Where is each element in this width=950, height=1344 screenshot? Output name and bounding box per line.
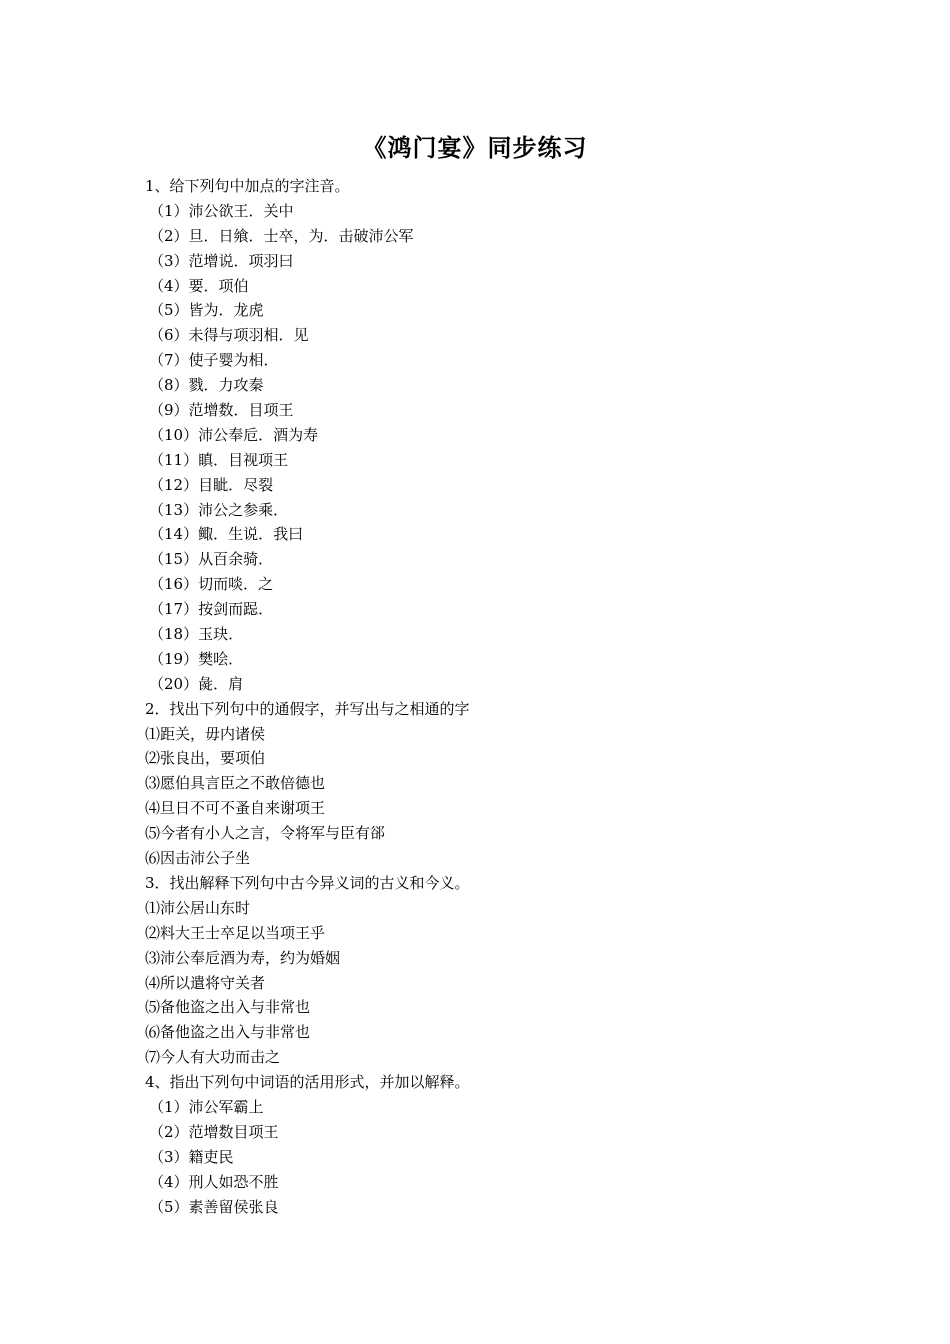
section-3-item: ⑷所以遣将守关者 [145, 973, 266, 992]
section-3-item: ⑴沛公居山东时 [145, 898, 251, 917]
section-1-item: （1）沛公欲王．关中 [149, 201, 294, 220]
section-3-heading: 3．找出解释下列句中古今异义词的古义和今义。 [145, 873, 470, 892]
section-1-item: （2）旦．日飨．士卒，为．击破沛公军 [149, 226, 414, 245]
section-3-item: ⑸备他盗之出入与非常也 [145, 998, 311, 1017]
section-4-item: （4）刑人如恐不胜 [149, 1172, 279, 1191]
section-3-item: ⑵料大王士卒足以当项王乎 [145, 923, 326, 942]
section-1-item: （4）要．项伯 [149, 276, 249, 295]
section-1-item: （19）樊哙． [149, 649, 244, 668]
section-1-item: （12）目眦．尽裂 [149, 475, 274, 494]
section-1-item: （14）鲰．生说．我曰 [149, 525, 304, 544]
section-1-item: （10）沛公奉卮．酒为寿 [149, 425, 319, 444]
section-1-item: （17）按剑而跽． [149, 600, 274, 619]
document-title: 《鸿门宴》同步练习 [362, 133, 588, 162]
section-2-item: ⑷旦日不可不蚤自来谢项王 [145, 799, 326, 818]
section-4-item: （3）籍吏民 [149, 1147, 234, 1166]
section-1-item: （11）瞋．目视项王 [149, 450, 289, 469]
section-1-item: （16）切而啖．之 [149, 575, 274, 594]
section-2-heading: 2．找出下列句中的通假字，并写出与之相通的字 [145, 699, 470, 718]
section-4-heading: 4、指出下列句中词语的活用形式，并加以解释。 [145, 1073, 470, 1092]
section-2-item: ⑸今者有小人之言，令将军与臣有郤 [145, 824, 386, 843]
section-1-item: （15）从百余骑． [149, 550, 274, 569]
section-2-item: ⑵张良出，要项伯 [145, 749, 266, 768]
section-1-item: （3）范增说．项羽曰 [149, 251, 294, 270]
section-3-item: ⑹备他盗之出入与非常也 [145, 1023, 311, 1042]
section-1-item: （7）使子婴为相． [149, 351, 279, 370]
section-3-item: ⑶沛公奉卮酒为寿，约为婚姻 [145, 948, 341, 967]
section-1-item: （5）皆为．龙虎 [149, 301, 264, 320]
section-2-item: ⑶愿伯具言臣之不敢倍德也 [145, 774, 326, 793]
section-1-heading: 1、给下列句中加点的字注音。 [145, 177, 350, 195]
section-1-item: （8）戮．力攻秦 [149, 376, 264, 395]
section-1-item: （13）沛公之参乘． [149, 500, 289, 519]
section-4-item: （1）沛公军霸上 [149, 1097, 264, 1116]
section-1-item: （20）彘．肩 [149, 674, 244, 693]
section-3-item: ⑺今人有大功而击之 [145, 1048, 281, 1067]
section-4-item: （2）范增数目项王 [149, 1122, 279, 1141]
exercise-content [145, 174, 845, 1219]
section-2-item: ⑹因击沛公子坐 [145, 849, 251, 868]
section-1-item: （18）玉玦． [149, 625, 244, 644]
section-4-item: （5）素善留侯张良 [149, 1197, 279, 1216]
section-1-item: （9）范增数．目项王 [149, 401, 294, 420]
section-2-item: ⑴距关，毋内诸侯 [145, 724, 266, 743]
section-1-item: （6）未得与项羽相．见 [149, 326, 309, 345]
